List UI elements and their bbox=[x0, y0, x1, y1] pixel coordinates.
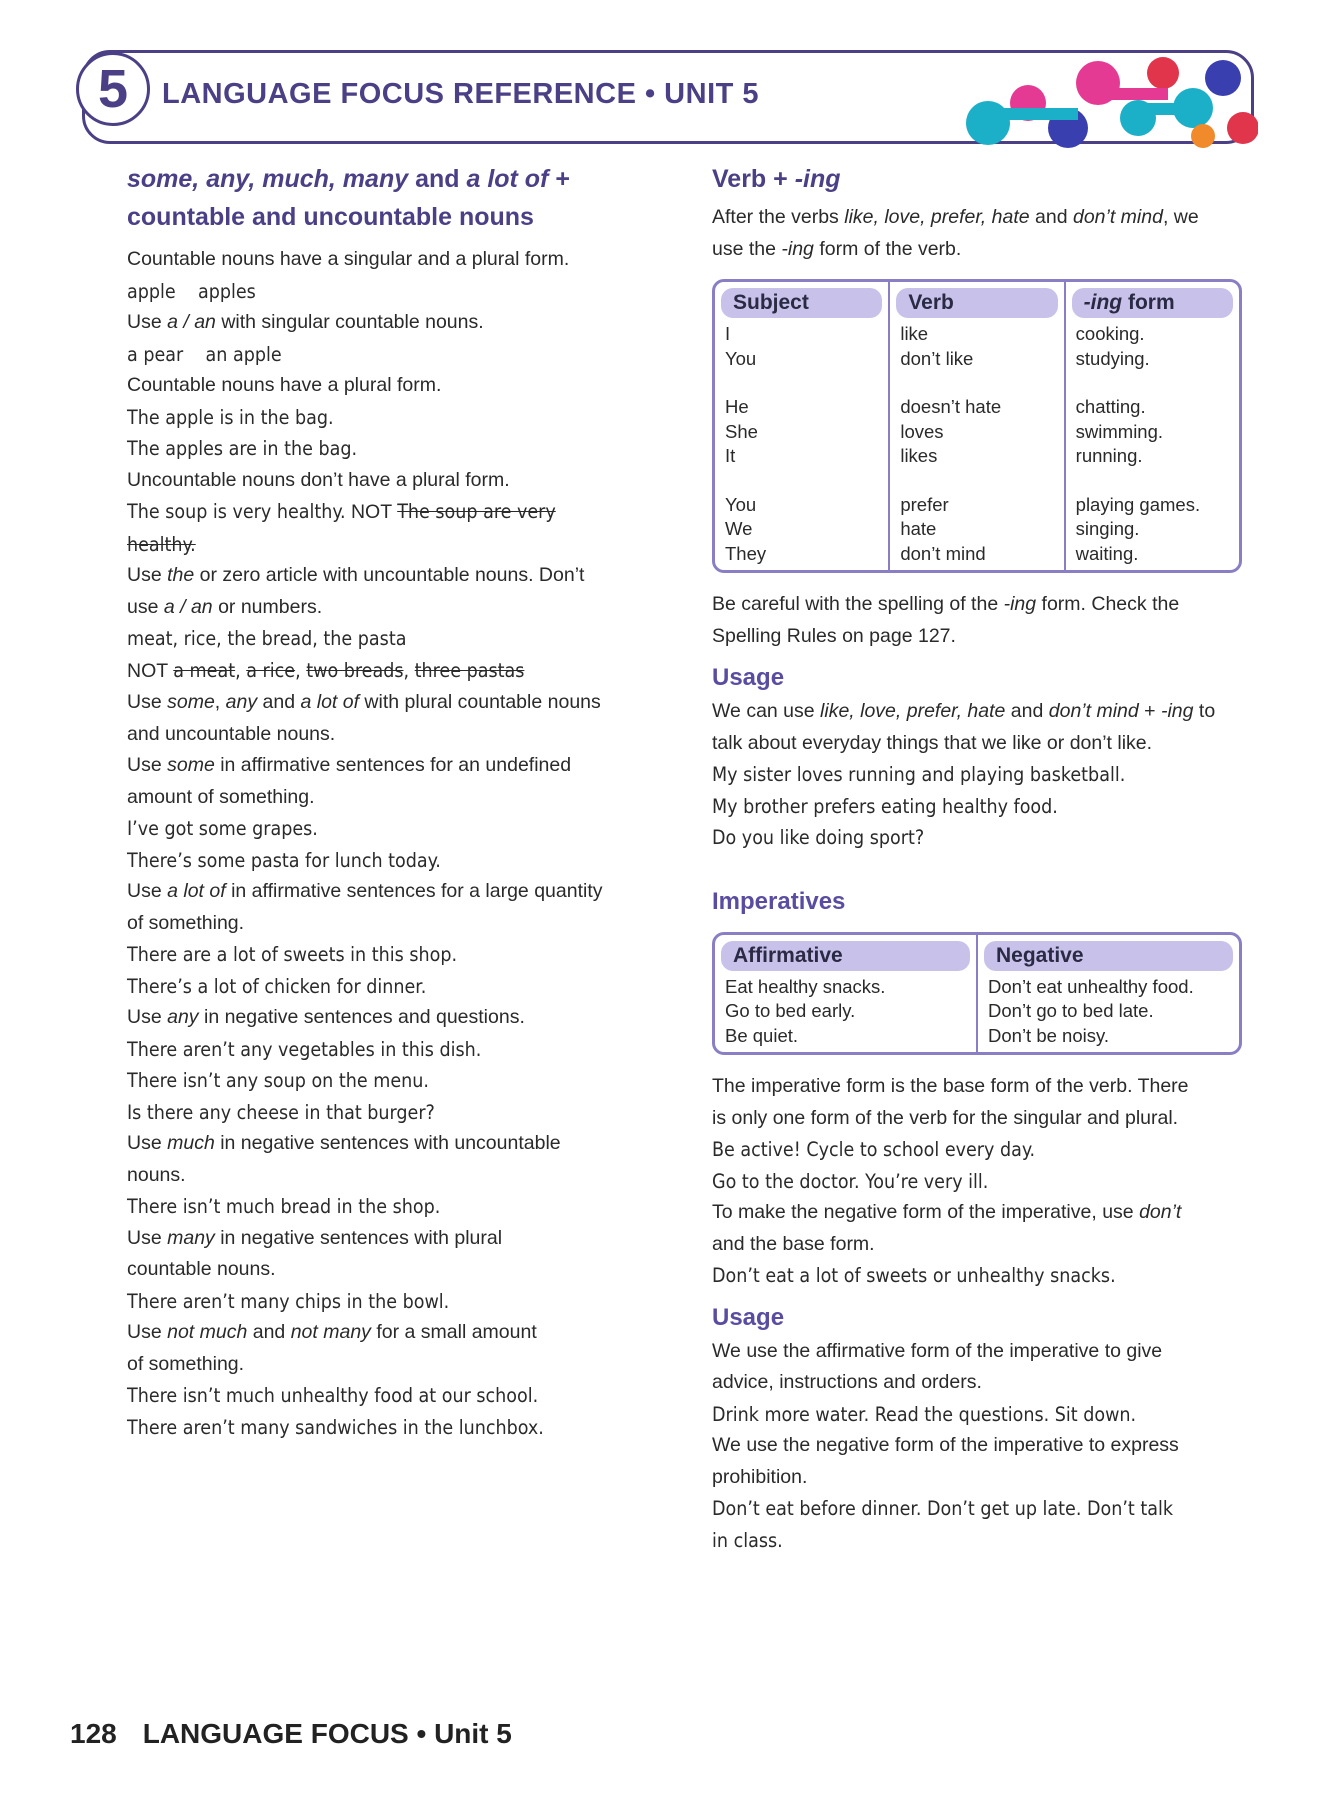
rule-text: Use not much and not many for a small amount bbox=[127, 1321, 537, 1343]
rule-text: To make the negative form of the imperative, use don’t bbox=[712, 1201, 1182, 1223]
page-footer bbox=[70, 1718, 512, 1750]
rule-text: Use some, any and a lot of with plural countable nouns bbox=[127, 691, 601, 713]
footer-label: LANGUAGE FOCUS • Unit 5 bbox=[142, 1718, 512, 1749]
example-text: a pear an apple bbox=[127, 342, 282, 366]
example-text: The apple is in the bag. bbox=[127, 405, 334, 429]
example-text: My brother prefers eating healthy food. bbox=[712, 794, 1058, 818]
rule-text: After the verbs like, love, prefer, hate and don’t mind, we bbox=[712, 206, 1199, 228]
rule-text: Use the or zero article with uncountable nouns. Don’t bbox=[127, 564, 585, 586]
right-column bbox=[712, 160, 1242, 1556]
usage-heading: Usage bbox=[712, 1303, 785, 1331]
rule-text: prohibition. bbox=[712, 1465, 808, 1488]
table-header: Verb bbox=[896, 288, 1057, 318]
example-text: There aren’t any vegetables in this dish. bbox=[127, 1037, 482, 1061]
example-text: There isn’t much bread in the shop. bbox=[127, 1195, 441, 1218]
rule-text: nouns. bbox=[127, 1163, 186, 1186]
rule-text: talk about everyday things that we like or don’t like. bbox=[712, 731, 1153, 754]
example-text: in class. bbox=[712, 1528, 783, 1552]
rule-text: Countable nouns have a plural form. bbox=[127, 374, 442, 396]
rule-text: Uncountable nouns don’t have a plural form. bbox=[127, 468, 510, 491]
example-text: Don’t eat a lot of sweets or unhealthy snacks. bbox=[712, 1264, 1116, 1287]
unit-number: 5 bbox=[97, 59, 129, 119]
subject-column: Subject I You He She It You We They bbox=[715, 282, 890, 570]
rule-text: Use much in negative sentences with uncountable bbox=[127, 1132, 561, 1154]
rule-text: use a / an or numbers. bbox=[127, 595, 323, 618]
example-text: Do you like doing sport? bbox=[712, 826, 925, 849]
rule-text: countable nouns. bbox=[127, 1258, 276, 1280]
rule-text: and uncountable nouns. bbox=[127, 722, 336, 745]
example-text: There isn’t much unhealthy food at our school. bbox=[127, 1384, 539, 1407]
example-text: Go to the doctor. You’re very ill. bbox=[712, 1169, 989, 1193]
rule-text: and the base form. bbox=[712, 1232, 875, 1255]
negative-column: Negative Don’t eat unhealthy food. Don’t go to bed late. Don’t be noisy. bbox=[978, 935, 1239, 1053]
page-number: 128 bbox=[70, 1718, 117, 1749]
rule-text: Be careful with the spelling of the -ing form. Check the bbox=[712, 593, 1180, 615]
rule-text: Countable nouns have a singular and a plural form. bbox=[127, 248, 570, 270]
verb-ing-heading: Verb + -ing bbox=[712, 165, 841, 193]
ing-form-column: -ing form cooking. studying. chatting. swimming. running. playing games. singing. waiting. bbox=[1066, 282, 1239, 570]
example-text: Drink more water. Read the questions. Sit down. bbox=[712, 1402, 1137, 1426]
example-text: Don’t eat before dinner. Don’t get up late. Don’t talk bbox=[712, 1497, 1174, 1520]
rule-text: Use any in negative sentences and questions. bbox=[127, 1006, 525, 1028]
example-text: The soup is very healthy. NOT The soup are very bbox=[127, 500, 556, 523]
rule-text: is only one form of the verb for the singular and plural. bbox=[712, 1106, 1179, 1129]
rule-text: The imperative form is the base form of the verb. There bbox=[712, 1075, 1189, 1097]
rule-text: advice, instructions and orders. bbox=[712, 1371, 982, 1393]
example-text: There aren’t many sandwiches in the lunchbox. bbox=[127, 1415, 544, 1439]
unit-number-badge bbox=[76, 52, 150, 126]
example-text: There isn’t any soup on the menu. bbox=[127, 1069, 429, 1092]
rule-text: Use some in affirmative sentences for an undefined bbox=[127, 754, 572, 776]
table-header: Negative bbox=[984, 941, 1233, 971]
molecule-decoration-icon bbox=[948, 48, 1258, 148]
verb-ing-table bbox=[712, 279, 1242, 573]
rule-text: Use a / an with singular countable nouns. bbox=[127, 311, 484, 333]
example-text: NOT a meat, a rice, two breads, three pastas bbox=[127, 658, 525, 682]
example-text: There’s some pasta for lunch today. bbox=[127, 848, 441, 872]
example-text: meat, rice, the bread, the pasta bbox=[127, 627, 407, 650]
left-heading: some, any, much, many and a lot of + countable and uncountable nouns bbox=[127, 165, 570, 231]
imperatives-table bbox=[712, 932, 1242, 1056]
example-text: Is there any cheese in that burger? bbox=[127, 1100, 435, 1124]
example-text: There are a lot of sweets in this shop. bbox=[127, 943, 458, 966]
example-text: My sister loves running and playing basketball. bbox=[712, 763, 1126, 786]
table-header: Subject bbox=[721, 288, 882, 318]
left-column bbox=[127, 160, 647, 1443]
rule-text: amount of something. bbox=[127, 785, 315, 808]
usage-heading: Usage bbox=[712, 664, 785, 691]
example-text: apple apples bbox=[127, 279, 256, 303]
example-text: There aren’t many chips in the bowl. bbox=[127, 1289, 450, 1313]
verb-column: Verb like don’t like doesn’t hate loves likes prefer hate don’t mind bbox=[890, 282, 1065, 570]
rule-text: of something. bbox=[127, 911, 245, 934]
example-text: I’ve got some grapes. bbox=[127, 817, 318, 840]
table-header: -ing form bbox=[1072, 288, 1233, 318]
rule-text: Use a lot of in affirmative sentences for a large quantity bbox=[127, 880, 603, 902]
table-header: Affirmative bbox=[721, 941, 970, 971]
rule-text: Spelling Rules on page 127. bbox=[712, 624, 956, 647]
example-text: healthy. bbox=[127, 532, 196, 556]
rule-text: We can use like, love, prefer, hate and don’t mind + -ing to bbox=[712, 700, 1216, 722]
rule-text: Use many in negative sentences with plural bbox=[127, 1226, 503, 1249]
rule-text: We use the negative form of the imperative to express bbox=[712, 1434, 1179, 1456]
affirmative-column: Affirmative Eat healthy snacks. Go to bed early. Be quiet. bbox=[715, 935, 978, 1053]
rule-text: We use the affirmative form of the imperative to give bbox=[712, 1339, 1163, 1362]
example-text: There’s a lot of chicken for dinner. bbox=[127, 974, 427, 998]
rule-text: use the -ing form of the verb. bbox=[712, 237, 962, 260]
example-text: Be active! Cycle to school every day. bbox=[712, 1138, 1036, 1161]
imperatives-heading: Imperatives bbox=[712, 887, 846, 915]
example-text: The apples are in the bag. bbox=[127, 437, 358, 460]
page-title: LANGUAGE FOCUS REFERENCE • UNIT 5 bbox=[162, 78, 760, 110]
rule-text: of something. bbox=[127, 1352, 245, 1375]
